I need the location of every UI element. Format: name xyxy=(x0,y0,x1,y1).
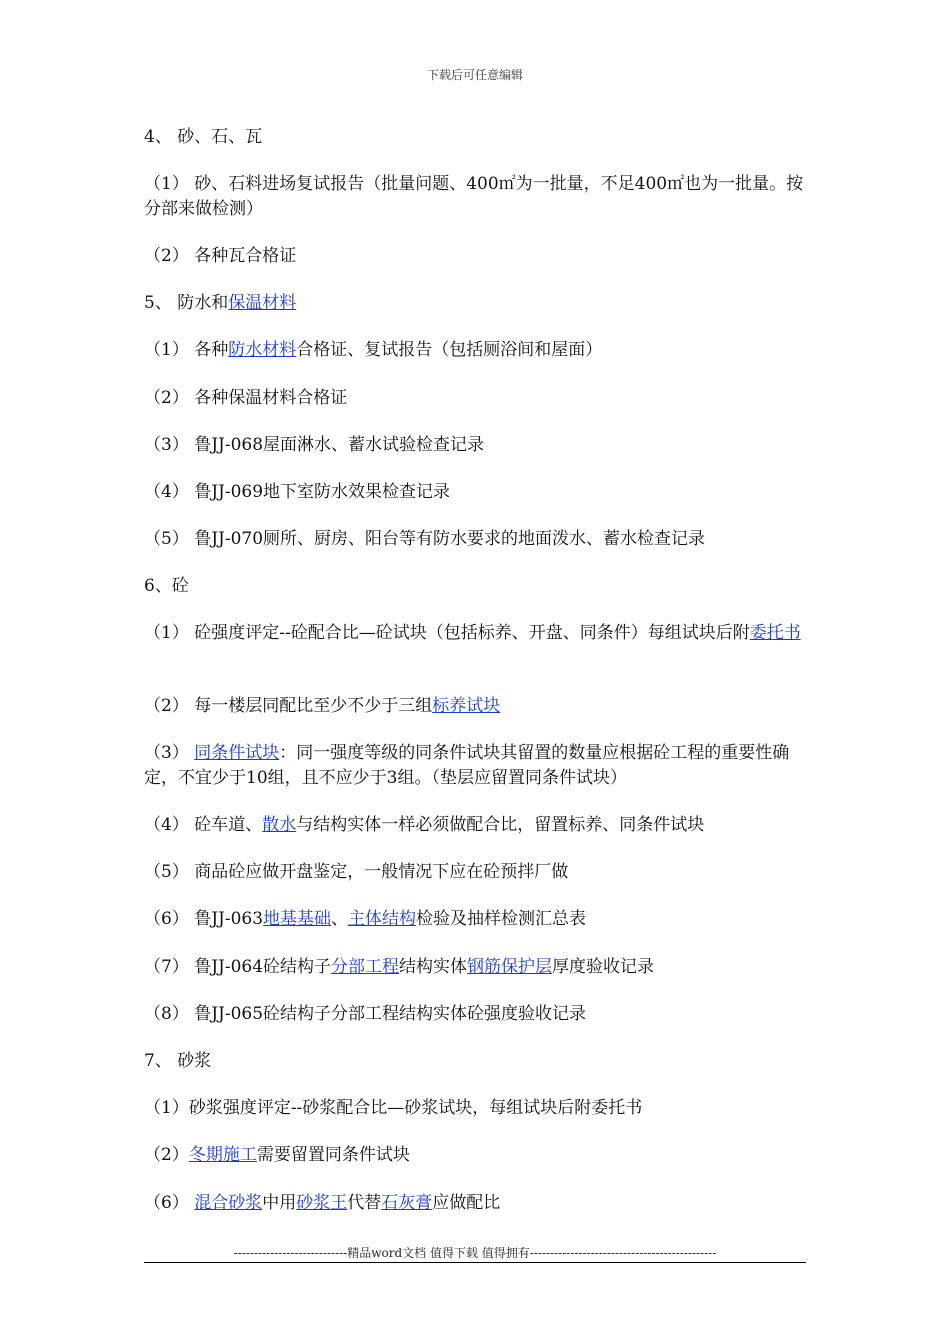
text-run: 4、 砂、石、瓦 xyxy=(144,127,263,147)
section-heading-5 xyxy=(144,291,804,316)
hyperlink[interactable]: 石灰膏 xyxy=(381,1193,433,1213)
text-run: 厚度验收记录 xyxy=(552,957,655,977)
text-run: 中用 xyxy=(262,1193,297,1213)
hyperlink[interactable]: 委托书 xyxy=(749,623,801,643)
text-run: （7） 鲁JJ-064砼结构子 xyxy=(144,957,332,977)
hyperlink[interactable]: 分部工程 xyxy=(331,957,400,977)
paragraph xyxy=(144,1143,804,1168)
section-heading-4 xyxy=(144,125,804,150)
hyperlink[interactable]: 防水材料 xyxy=(228,340,297,360)
text-run: （4） 鲁JJ-069地下室防水效果检查记录 xyxy=(144,482,451,502)
paragraph xyxy=(144,172,804,222)
text-run: （1） 各种 xyxy=(144,340,229,360)
hyperlink[interactable]: 散水 xyxy=(262,815,297,835)
paragraph xyxy=(144,386,804,411)
paragraph xyxy=(144,1002,804,1027)
paragraph xyxy=(144,694,804,719)
text-run: （2） 每一楼层同配比至少不少于三组 xyxy=(144,696,433,716)
hyperlink[interactable]: 冬期施工 xyxy=(188,1145,257,1165)
text-run: （6） 鲁JJ-063 xyxy=(144,909,264,929)
text-run: 、 xyxy=(331,909,349,929)
paragraph xyxy=(144,860,804,885)
paragraph xyxy=(144,433,804,458)
paragraph xyxy=(144,813,804,838)
paragraph xyxy=(144,244,804,269)
hyperlink[interactable]: 砂浆王 xyxy=(296,1193,348,1213)
text-run: 结构实体 xyxy=(399,957,468,977)
paragraph xyxy=(144,907,804,932)
page-header: 下载后可任意编辑 xyxy=(426,68,523,82)
text-run: （2） xyxy=(144,1145,189,1165)
text-run: （5） 鲁JJ-070厕所、厨房、阳台等有防水要求的地面泼水、蓄水检查记录 xyxy=(144,529,706,549)
paragraph xyxy=(144,621,804,646)
text-run: （1）砂浆强度评定--砂浆配合比—砂浆试块，每组试块后附委托书 xyxy=(144,1098,643,1118)
text-run: 6、砼 xyxy=(144,576,189,596)
paragraph xyxy=(144,741,804,791)
hyperlink[interactable]: 地基基础 xyxy=(263,909,332,929)
text-run: ：同一强度等级的同条件试块其留置的数量应根据砼工程的重要性确定，不宜少于10组，且不应少于3组。（垫层应留置同条件试块） xyxy=(144,743,790,788)
text-run: 检验及抽样检测汇总表 xyxy=(416,909,587,929)
text-run: （5） 商品砼应做开盘鉴定，一般情况下应在砼预拌厂做 xyxy=(144,862,569,882)
text-run: 代替 xyxy=(347,1193,382,1213)
section-heading-7 xyxy=(144,1049,804,1074)
text-run: （2） 各种瓦合格证 xyxy=(144,246,297,266)
paragraph xyxy=(144,1096,804,1121)
footer-divider xyxy=(144,1262,806,1263)
text-run: 需要留置同条件试块 xyxy=(256,1145,410,1165)
text-run: 5、 防水和 xyxy=(144,293,229,313)
hyperlink[interactable]: 同条件试块 xyxy=(194,743,280,763)
text-run: （8） 鲁JJ-065砼结构子分部工程结构实体砼强度验收记录 xyxy=(144,1004,587,1024)
paragraph xyxy=(144,480,804,505)
paragraph xyxy=(144,955,804,980)
page-footer: ----------------------------精品word文档 值得下载 值得拥有---------------------------------------------- xyxy=(233,1246,717,1260)
hyperlink[interactable]: 标养试块 xyxy=(432,696,501,716)
text-run: （2） 各种保温材料合格证 xyxy=(144,388,348,408)
hyperlink[interactable]: 主体结构 xyxy=(348,909,417,929)
section-heading-6 xyxy=(144,574,804,599)
hyperlink[interactable]: 保温材料 xyxy=(228,293,297,313)
paragraph xyxy=(144,338,804,363)
hyperlink[interactable]: 混合砂浆 xyxy=(194,1193,263,1213)
hyperlink[interactable]: 钢筋保护层 xyxy=(467,957,553,977)
text-run: （4） 砼车道、 xyxy=(144,815,263,835)
paragraph xyxy=(144,1191,804,1216)
text-run: 7、 砂浆 xyxy=(144,1051,212,1071)
text-run: 合格证、复试报告（包括厕浴间和屋面） xyxy=(296,340,603,360)
text-run: （3） 鲁JJ-068屋面淋水、蓄水试验检查记录 xyxy=(144,435,485,455)
text-run: 应做配比 xyxy=(432,1193,501,1213)
text-run: （6） xyxy=(144,1193,195,1213)
text-run: 与结构实体一样必须做配合比，留置标养、同条件试块 xyxy=(296,815,705,835)
paragraph xyxy=(144,527,804,552)
text-run: （1） 砂、石料进场复试报告（批量问题、400㎡为一批量，不足400㎡也为一批量。按分部来做检测） xyxy=(144,174,804,219)
text-run: （3） xyxy=(144,743,195,763)
text-run: （1） 砼强度评定--砼配合比—砼试块（包括标养、开盘、同条件）每组试块后附 xyxy=(144,623,750,643)
